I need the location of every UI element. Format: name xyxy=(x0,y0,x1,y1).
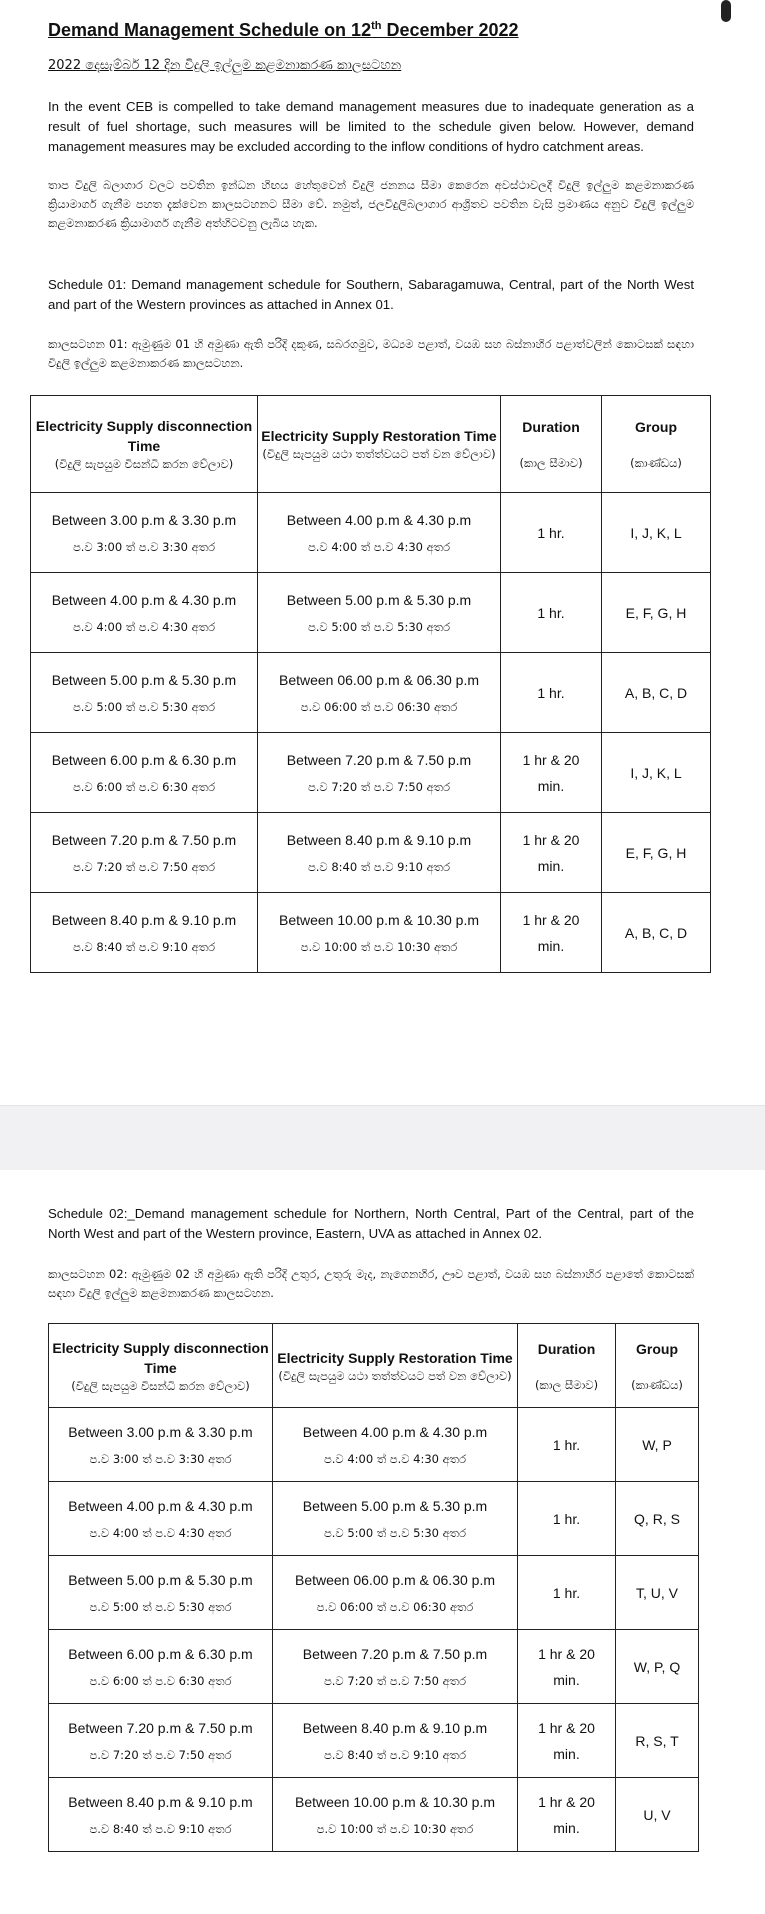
header-disconnection-time: Electricity Supply disconnection Time (විදුලි සැපයුම විසන්ධි කරන වේලාව) xyxy=(31,396,258,493)
header-duration: Duration (කාල සීමාව) xyxy=(501,396,602,493)
restoration-time-cell: Between 06.00 p.m & 06.30 p.m ප.ව 06:00 ත් ප.ව 06:30 අතර xyxy=(273,1556,518,1630)
restoration-time-cell: Between 8.40 p.m & 9.10 p.m ප.ව 8:40 ත් ප.ව 9:10 අතර xyxy=(258,813,501,893)
disconnection-time-cell: Between 4.00 p.m & 4.30 p.m ප.ව 4:00 ත් ප.ව 4:30 අතර xyxy=(49,1482,273,1556)
disconnection-time-cell: Between 5.00 p.m & 5.30 p.m ප.ව 5:00 ත් ප.ව 5:30 අතර xyxy=(49,1556,273,1630)
table-row xyxy=(31,813,711,893)
restoration-time-cell: Between 06.00 p.m & 06.30 p.m ප.ව 06:00 ත් ප.ව 06:30 අතර xyxy=(258,653,501,733)
duration-cell: 1 hr & 20 min. xyxy=(518,1630,616,1704)
page-break xyxy=(0,1105,765,1171)
group-cell: U, V xyxy=(616,1778,699,1852)
restoration-time-cell: Between 5.00 p.m & 5.30 p.m ප.ව 5:00 ත් ප.ව 5:30 අතර xyxy=(273,1482,518,1556)
group-cell: Q, R, S xyxy=(616,1482,699,1556)
restoration-time-cell: Between 10.00 p.m & 10.30 p.m ප.ව 10:00 ත් ප.ව 10:30 අතර xyxy=(273,1778,518,1852)
table-row xyxy=(49,1556,699,1630)
group-cell: W, P, Q xyxy=(616,1630,699,1704)
disconnection-time-cell: Between 8.40 p.m & 9.10 p.m ප.ව 8:40 ත් ප.ව 9:10 අතර xyxy=(31,893,258,973)
group-cell: I, J, K, L xyxy=(602,493,711,573)
duration-cell: 1 hr & 20 min. xyxy=(501,813,602,893)
table-row xyxy=(31,573,711,653)
disconnection-time-cell: Between 4.00 p.m & 4.30 p.m ප.ව 4:00 ත් ප.ව 4:30 අතර xyxy=(31,573,258,653)
table-row xyxy=(49,1630,699,1704)
header-restoration-time: Electricity Supply Restoration Time (විදුලි සැපයුම යථා තත්ත්වයට පත් වන වේලාව) xyxy=(273,1324,518,1408)
page-title: Demand Management Schedule on 12th December 2022 xyxy=(48,20,519,40)
schedule2-title-sinhala: කාලසටහන 02: ඇමුණුම 02 හි අමුණා ඇති පරිදි උතුර, උතුරු මැද, නැගෙනහිර, ඌව පළාත්, වයඹ සහ බස්නාහිර පළාතේ කොටසක් සඳහා විදුලි ඉල්ලුම කළමනාකරණ කාලසටහන. xyxy=(48,1267,694,1300)
group-cell: E, F, G, H xyxy=(602,813,711,893)
disconnection-time-cell: Between 6.00 p.m & 6.30 p.m ප.ව 6:00 ත් ප.ව 6:30 අතර xyxy=(31,733,258,813)
restoration-time-cell: Between 4.00 p.m & 4.30 p.m ප.ව 4:00 ත් ප.ව 4:30 අතර xyxy=(258,493,501,573)
sinhala-title: 2022 දෙසැම්බර් 12 දින විදුලි ඉල්ලුම කළමනාකරණ කාලසටහන xyxy=(48,58,402,73)
restoration-time-cell: Between 10.00 p.m & 10.30 p.m ප.ව 10:00 ත් ප.ව 10:30 අතර xyxy=(258,893,501,973)
disconnection-time-cell: Between 8.40 p.m & 9.10 p.m ප.ව 8:40 ත් ප.ව 9:10 අතර xyxy=(49,1778,273,1852)
header-disconnection-time: Electricity Supply disconnection Time (විදුලි සැපයුම විසන්ධි කරන වේලාව) xyxy=(49,1324,273,1408)
group-cell: R, S, T xyxy=(616,1704,699,1778)
group-cell: A, B, C, D xyxy=(602,653,711,733)
disconnection-time-cell: Between 7.20 p.m & 7.50 p.m ප.ව 7:20 ත් ප.ව 7:50 අතර xyxy=(31,813,258,893)
table-row xyxy=(49,1704,699,1778)
group-cell: W, P xyxy=(616,1408,699,1482)
header-duration: Duration (කාල සීමාව) xyxy=(518,1324,616,1408)
table-row xyxy=(31,733,711,813)
duration-cell: 1 hr & 20 min. xyxy=(501,893,602,973)
intro-sinhala: තාප විදුලි බලාගාර වලට පවතින ඉන්ධන හිඟය හේතුවෙන් විදුලි ජනනය සීමා කෙරෙන අවස්ථාවලදී විදුලි ඉල්ලුම කළමනාකරණ ක්‍රියාමාර්ග ගැනීම පහත දැක්වෙන කාලසටහනට සීමා වේ. නමුත්, ජලවිදුලිබලාගාර ආශ්‍රිතව පවතින වැසි ප්‍රමාණය අනුව විදුලි ඉල්ලුම කළමනාකරණ ක්‍රියාමාර්ග ගැනීම අත්හිටවනු ලැබිය හැක. xyxy=(48,178,694,230)
duration-cell: 1 hr. xyxy=(501,493,602,573)
restoration-time-cell: Between 8.40 p.m & 9.10 p.m ප.ව 8:40 ත් ප.ව 9:10 අතර xyxy=(273,1704,518,1778)
restoration-time-cell: Between 7.20 p.m & 7.50 p.m ප.ව 7:20 ත් ප.ව 7:50 අතර xyxy=(273,1630,518,1704)
disconnection-time-cell: Between 6.00 p.m & 6.30 p.m ප.ව 6:00 ත් ප.ව 6:30 අතර xyxy=(49,1630,273,1704)
table-row xyxy=(49,1408,699,1482)
duration-cell: 1 hr & 20 min. xyxy=(501,733,602,813)
schedule2-title: Schedule 02:_Demand management schedule for Northern, North Central, Part of the Central, part of the North West and part of the Western province, Eastern, UVA as attached in Annex 02. xyxy=(48,1206,694,1241)
schedule1-table xyxy=(30,395,711,973)
table-header-row xyxy=(31,396,711,493)
document-page-2 xyxy=(0,1170,765,1914)
schedule2-table xyxy=(48,1323,699,1852)
header-group: Group (කාණ්ඩය) xyxy=(616,1324,699,1408)
duration-cell: 1 hr. xyxy=(501,573,602,653)
duration-cell: 1 hr. xyxy=(501,653,602,733)
restoration-time-cell: Between 7.20 p.m & 7.50 p.m ප.ව 7:20 ත් ප.ව 7:50 අතර xyxy=(258,733,501,813)
disconnection-time-cell: Between 7.20 p.m & 7.50 p.m ප.ව 7:20 ත් ප.ව 7:50 අතර xyxy=(49,1704,273,1778)
disconnection-time-cell: Between 5.00 p.m & 5.30 p.m ප.ව 5:00 ත් ප.ව 5:30 අතර xyxy=(31,653,258,733)
group-cell: A, B, C, D xyxy=(602,893,711,973)
duration-cell: 1 hr. xyxy=(518,1556,616,1630)
intro-english: In the event CEB is compelled to take demand management measures due to inadequate generation as a result of fuel shortage, such measures will be limited to the schedule given below. However, demand management measures may be excluded according to the inflow conditions of hydro catchment areas. xyxy=(48,99,694,154)
disconnection-time-cell: Between 3.00 p.m & 3.30 p.m ප.ව 3:00 ත් ප.ව 3:30 අතර xyxy=(49,1408,273,1482)
group-cell: T, U, V xyxy=(616,1556,699,1630)
table-row xyxy=(31,653,711,733)
scrollbar-thumb[interactable] xyxy=(721,0,731,22)
group-cell: I, J, K, L xyxy=(602,733,711,813)
duration-cell: 1 hr. xyxy=(518,1408,616,1482)
restoration-time-cell: Between 4.00 p.m & 4.30 p.m ප.ව 4:00 ත් ප.ව 4:30 අතර xyxy=(273,1408,518,1482)
table-header-row xyxy=(49,1324,699,1408)
table-row xyxy=(49,1778,699,1852)
schedule1-title-sinhala: කාලසටහන 01: ඇමුණුම 01 හි අමුණා ඇති පරිදි දකුණ, සබරගමුව, මධ්‍යම පළාත්, වයඹ සහ බස්නාහිර පළාත්වලින් කොටසක් සඳහා විදුලි ඉල්ලුම කළමනාකරණ කාලසටහන. xyxy=(48,337,694,370)
duration-cell: 1 hr & 20 min. xyxy=(518,1704,616,1778)
header-group: Group (කාණ්ඩය) xyxy=(602,396,711,493)
group-cell: E, F, G, H xyxy=(602,573,711,653)
restoration-time-cell: Between 5.00 p.m & 5.30 p.m ප.ව 5:00 ත් ප.ව 5:30 අතර xyxy=(258,573,501,653)
table-row xyxy=(31,893,711,973)
disconnection-time-cell: Between 3.00 p.m & 3.30 p.m ප.ව 3:00 ත් ප.ව 3:30 අතර xyxy=(31,493,258,573)
header-restoration-time: Electricity Supply Restoration Time (විදුලි සැපයුම යථා තත්ත්වයට පත් වන වේලාව) xyxy=(258,396,501,493)
duration-cell: 1 hr & 20 min. xyxy=(518,1778,616,1852)
table-row xyxy=(31,493,711,573)
schedule1-title: Schedule 01: Demand management schedule for Southern, Sabaragamuwa, Central, part of the North West and part of the Western provinces as attached in Annex 01. xyxy=(48,277,694,312)
duration-cell: 1 hr. xyxy=(518,1482,616,1556)
table-row xyxy=(49,1482,699,1556)
